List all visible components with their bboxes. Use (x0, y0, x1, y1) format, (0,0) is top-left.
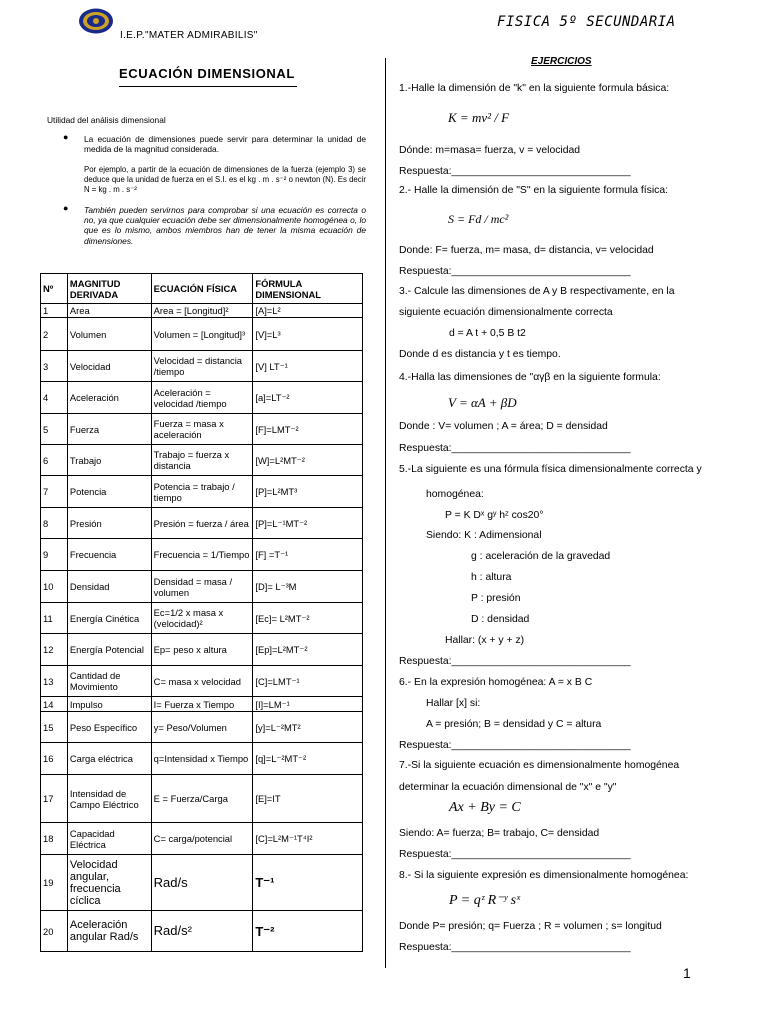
cell-formula: [V] LT⁻¹ (253, 351, 363, 382)
cell-magnitude: Carga eléctrica (67, 743, 151, 775)
table-row (41, 476, 363, 508)
cell-formula: [E]=IT (253, 775, 363, 823)
exercise-4-note: Donde : V= volumen ; A = área; D = densidad (399, 421, 608, 432)
cell-num: 2 (41, 318, 68, 351)
exercise-3-question-cont: siguiente ecuación dimensionalmente correcta (399, 307, 613, 318)
cell-formula: [F] =T⁻¹ (253, 539, 363, 571)
example-paragraph: Por ejemplo, a partir de la ecuación de dimensiones de la fuerza (ejemplo 3) se deduce que la unidad de fuerza en el S.I. es el kg . m . s⁻² o newton (N). Es decir N = kg . m . s⁻² (84, 165, 366, 194)
subject-title: FISICA 5º SECUNDARIA (497, 14, 676, 30)
cell-magnitude: Frecuencia (67, 539, 151, 571)
cell-num: 16 (41, 743, 68, 775)
cell-equation: y= Peso/Volumen (151, 712, 253, 743)
exercise-5-given: P : presión (471, 593, 521, 604)
cell-formula: T⁻¹ (253, 855, 363, 911)
cell-equation: Rad/s² (151, 911, 253, 952)
header-formula: FÓRMULA DIMENSIONAL (253, 274, 363, 304)
exercise-5-given: Siendo: K : Adimensional (426, 530, 542, 541)
cell-formula: [P]=L²MT³ (253, 476, 363, 508)
table-row (41, 445, 363, 476)
cell-equation: Fuerza = masa x aceleración (151, 414, 253, 445)
table-row (41, 712, 363, 743)
table-row (41, 571, 363, 603)
exercises-heading: EJERCICIOS (531, 56, 592, 67)
cell-num: 14 (41, 697, 68, 712)
cell-equation: E = Fuerza/Carga (151, 775, 253, 823)
cell-num: 5 (41, 414, 68, 445)
cell-num: 17 (41, 775, 68, 823)
cell-magnitude: Capacidad Eléctrica (67, 823, 151, 855)
bullet-2: También pueden servirnos para comprobar si una ecuación es correcta o no, ya que cualquier ecuación debe ser dimensionalmente homogénea o, lo que es lo mismo, ambos miembros han de tener la misma ecuación de dimensiones. (84, 205, 366, 246)
cell-formula: [a]=LT⁻² (253, 382, 363, 414)
answer-line: Respuesta:_______________________________ (399, 849, 631, 860)
exercise-6-given: A = presión; B = densidad y C = altura (426, 719, 602, 730)
exercise-2-question: 2.- Halle la dimensión de "S" en la siguiente formula física: (399, 185, 669, 196)
cell-magnitude: Trabajo (67, 445, 151, 476)
cell-equation: C= masa x velocidad (151, 666, 253, 697)
answer-line: Respuesta:_______________________________ (399, 266, 631, 277)
cell-magnitude: Area (67, 304, 151, 318)
table-row (41, 414, 363, 445)
cell-num: 10 (41, 571, 68, 603)
magnitudes-table (40, 273, 363, 952)
cell-num: 9 (41, 539, 68, 571)
cell-equation: Densidad = masa / volumen (151, 571, 253, 603)
exercise-1-formula: K = mv² / F (448, 110, 510, 125)
table-row (41, 351, 363, 382)
answer-line: Respuesta:_______________________________ (399, 942, 631, 953)
cell-num: 19 (41, 855, 68, 911)
exercise-8-note: Donde P= presión; q= Fuerza ; R = volumen ; s= longitud (399, 921, 662, 932)
exercise-1-question: 1.-Halle la dimensión de "k" en la siguiente formula básica: (399, 83, 670, 94)
cell-magnitude: Energía Potencial (67, 634, 151, 666)
cell-num: 6 (41, 445, 68, 476)
exercise-7-question: 7.-Si la siguiente ecuación es dimensionalmente homogénea (399, 760, 680, 771)
title-underline (119, 86, 297, 87)
table-row (41, 318, 363, 351)
cell-equation: Area = [Longitud]² (151, 304, 253, 318)
exercise-5-question: 5.-La siguiente es una fórmula física dimensionalmente correcta y (399, 464, 702, 475)
cell-formula: [q]=L⁻²MT⁻² (253, 743, 363, 775)
table-row (41, 911, 363, 952)
answer-line: Respuesta:_______________________________ (399, 656, 631, 667)
exercise-6-find: Hallar [x] si: (426, 698, 481, 709)
cell-equation: q=Intensidad x Tiempo (151, 743, 253, 775)
table-row (41, 382, 363, 414)
cell-magnitude: Energía Cinética (67, 603, 151, 634)
cell-equation: Rad/s (151, 855, 253, 911)
cell-magnitude: Cantidad de Movimiento (67, 666, 151, 697)
exercise-8-question: 8.- Si la siguiente expresión es dimensionalmente homogénea: (399, 870, 689, 881)
table-row (41, 539, 363, 571)
exercise-7-formula: Ax + By = C (449, 800, 521, 815)
cell-magnitude: Fuerza (67, 414, 151, 445)
exercise-5-given: D : densidad (471, 614, 530, 625)
table-row (41, 823, 363, 855)
exercise-3-note: Donde d es distancia y t es tiempo. (399, 349, 561, 360)
answer-line: Respuesta:_______________________________ (399, 443, 631, 454)
exercise-2-note: Donde: F= fuerza, m= masa, d= distancia, v= velocidad (399, 245, 654, 256)
cell-formula: [F]=LMT⁻² (253, 414, 363, 445)
exercise-7-note: Siendo: A= fuerza; B= trabajo, C= densidad (399, 828, 600, 839)
cell-formula: [A]=L² (253, 304, 363, 318)
cell-num: 7 (41, 476, 68, 508)
cell-magnitude: Potencia (67, 476, 151, 508)
table-row (41, 508, 363, 539)
cell-num: 20 (41, 911, 68, 952)
cell-num: 15 (41, 712, 68, 743)
cell-equation: Potencia = trabajo / tiempo (151, 476, 253, 508)
exercise-5-formula: P = K Dˣ gʸ hᶻ cos20° (445, 510, 544, 521)
exercise-3-formula: d = A t + 0,5 B t2 (449, 328, 526, 339)
cell-equation: Ec=1/2 x masa x (velocidad)² (151, 603, 253, 634)
answer-line: Respuesta:_______________________________ (399, 740, 631, 751)
answer-line: Respuesta:_______________________________ (399, 166, 631, 177)
cell-formula: [I]=LM⁻¹ (253, 697, 363, 712)
cell-equation: Presión = fuerza / área (151, 508, 253, 539)
table-row (41, 304, 363, 318)
cell-magnitude: Aceleración angular Rad/s (67, 911, 151, 952)
school-name: I.E.P."MATER ADMIRABILIS" (120, 30, 258, 41)
column-divider (385, 58, 386, 968)
cell-magnitude: Intensidad de Campo Eléctrico (67, 775, 151, 823)
cell-num: 3 (41, 351, 68, 382)
cell-formula: [W]=L²MT⁻² (253, 445, 363, 476)
cell-equation: Aceleración = velocidad /tiempo (151, 382, 253, 414)
cell-equation: I= Fuerza x Tiempo (151, 697, 253, 712)
cell-formula: [P]=L⁻¹MT⁻² (253, 508, 363, 539)
cell-formula: [Ec]= L²MT⁻² (253, 603, 363, 634)
table-row (41, 775, 363, 823)
header-equation: ECUACIÓN FÍSICA (151, 274, 253, 304)
exercise-6-question: 6.- En la expresión homogénea: A = x B C (399, 677, 593, 688)
exercise-5-given: h : altura (471, 572, 512, 583)
cell-formula: [D]= L⁻³M (253, 571, 363, 603)
exercise-5-given: g : aceleración de la gravedad (471, 551, 611, 562)
cell-magnitude: Aceleración (67, 382, 151, 414)
header-magnitude: MAGNITUD DERIVADA (67, 274, 151, 304)
table-row (41, 634, 363, 666)
exercise-5-find: Hallar: (x + y + z) (445, 635, 525, 646)
cell-num: 11 (41, 603, 68, 634)
cell-magnitude: Volumen (67, 318, 151, 351)
table-row (41, 697, 363, 712)
cell-formula: T⁻² (253, 911, 363, 952)
cell-num: 13 (41, 666, 68, 697)
utility-heading: Utilidad del análisis dimensional (47, 115, 166, 125)
cell-magnitude: Velocidad angular, frecuencia cíclica (67, 855, 151, 911)
bullet-dot-2: ● (63, 203, 69, 213)
exercise-4-formula: V = αA + βD (448, 395, 517, 410)
exercise-4-question: 4.-Halla las dimensiones de "αγβ en la siguiente formula: (399, 372, 661, 383)
cell-equation: Volumen = [Longitud]³ (151, 318, 253, 351)
cell-magnitude: Peso Específico (67, 712, 151, 743)
cell-equation: C= carga/potencial (151, 823, 253, 855)
exercise-8-formula: P = qᶻ R⁻ʸ sˣ (449, 893, 521, 908)
table-row (41, 666, 363, 697)
page-title: ECUACIÓN DIMENSIONAL (119, 66, 295, 81)
bullet-1: La ecuación de dimensiones puede servir para determinar la unidad de medida de la magnitud considerada. (84, 134, 366, 155)
page-number: 1 (683, 965, 691, 981)
cell-formula: [C]=L²M⁻¹T⁴I² (253, 823, 363, 855)
cell-formula: [C]=LMT⁻¹ (253, 666, 363, 697)
cell-num: 4 (41, 382, 68, 414)
table-row (41, 603, 363, 634)
cell-equation: Frecuencia = 1/Tiempo (151, 539, 253, 571)
cell-formula: [y]=L⁻²MT² (253, 712, 363, 743)
cell-formula: [V]=L³ (253, 318, 363, 351)
bullet-dot-1: ● (63, 132, 69, 142)
cell-equation: Velocidad = distancia /tiempo (151, 351, 253, 382)
table-row (41, 743, 363, 775)
cell-magnitude: Presión (67, 508, 151, 539)
cell-equation: Trabajo = fuerza x distancia (151, 445, 253, 476)
cell-magnitude: Impulso (67, 697, 151, 712)
table-row (41, 855, 363, 911)
cell-magnitude: Densidad (67, 571, 151, 603)
table-header-row (41, 274, 363, 304)
cell-num: 18 (41, 823, 68, 855)
cell-formula: [Ep]=L²MT⁻² (253, 634, 363, 666)
cell-magnitude: Velocidad (67, 351, 151, 382)
cell-num: 8 (41, 508, 68, 539)
cell-equation: Ep= peso x altura (151, 634, 253, 666)
exercise-2-formula: S = Fd / mc² (448, 212, 509, 226)
exercise-1-note: Dónde: m=masa= fuerza, v = velocidad (399, 145, 581, 156)
exercise-5-question-cont: homogénea: (426, 489, 484, 500)
exercise-3-question: 3.- Calcule las dimensiones de A y B respectivamente, en la (399, 286, 675, 297)
cell-num: 12 (41, 634, 68, 666)
header-num: Nº (41, 274, 68, 304)
cell-num: 1 (41, 304, 68, 318)
school-logo (78, 8, 114, 34)
exercise-7-question-cont: determinar la ecuación dimensional de "x" e "y" (399, 782, 617, 793)
